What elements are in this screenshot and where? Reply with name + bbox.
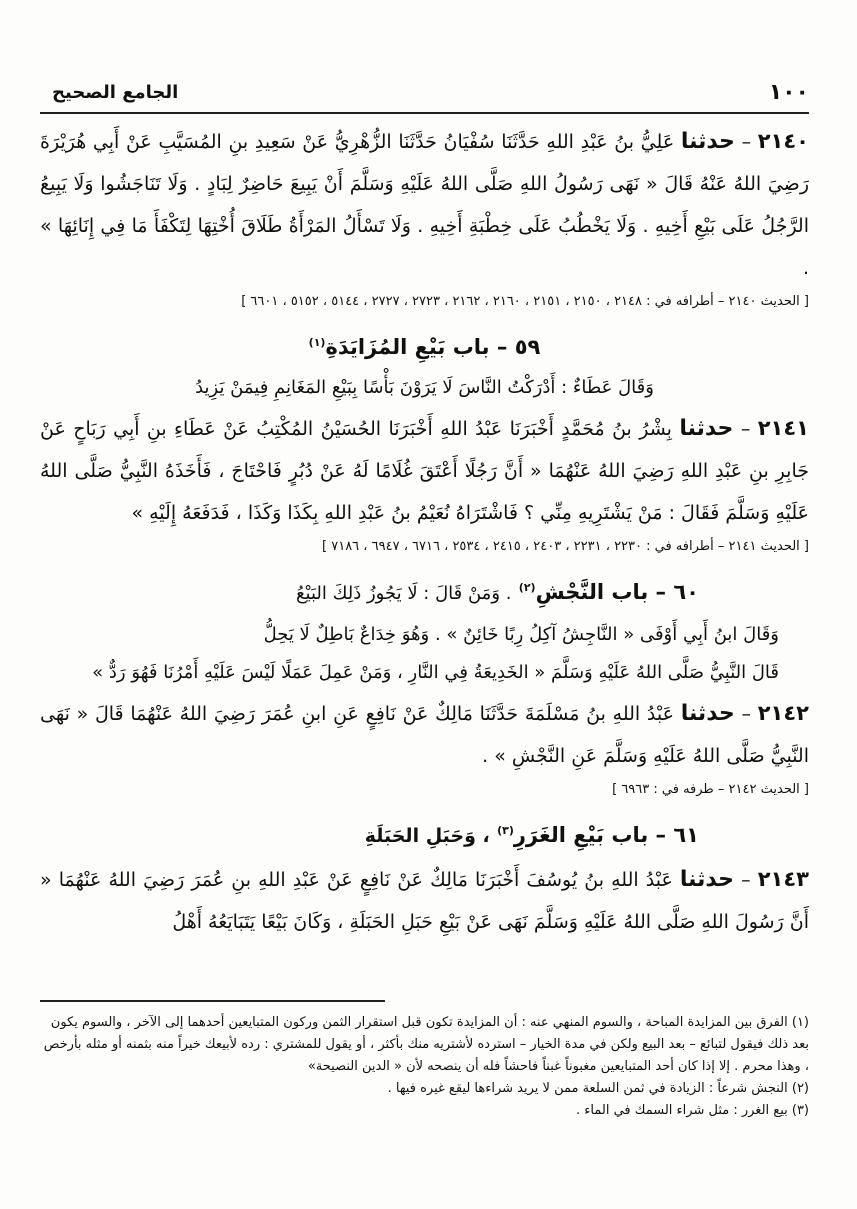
hadith-text: بِشْرُ بنُ مُحَمَّدٍ أَخْبَرَنَا عَبْدُ اللهِ أَخْبَرَنَا الحُسَيْنُ المُكْتِبُ عَنْ عَطَاءِ بنِ أَبِي رَبَاحٍ عَنْ جَابِرِ بنِ عَبْدِ اللهِ رَضِيَ اللهُ عَنْهُمَا « أَنَّ رَجُلًا أَعْتَقَ غُلَامًا لَهُ عَنْ دُبُرٍ فَاحْتَاجَ ، فَأَخَذَهُ النَّبِيُّ صَلَّى اللهُ عَلَيْهِ وَسَلَّمَ فَقَالَ : مَنْ يَشْتَرِيهِ مِنِّي ؟ فَاشْتَرَاهُ نُعَيْمُ بنُ عَبْدِ اللهِ بِكَذَا وَكَذَا ، فَدَفَعَهُ إِلَيْهِ » [40,418,809,524]
footnotes [40,1012,809,1122]
hadith-keyword: حدثنا [679,867,734,892]
bab-title-rest: . وَمَنْ قَالَ : لَا يَجُوزُ ذَلِكَ البَيْعُ [295,583,512,604]
hadith-number: ٢١٤١ [757,416,809,440]
footnote-mark: (٣) [497,824,514,837]
hadith-2142: ٢١٤٢ – حدثنا عَبْدُ اللهِ بنُ مَسْلَمَةَ حَدَّثَنَا مَالِكٌ عَنْ نَافِعٍ عَنِ ابنِ عُمَرَ رَضِيَ اللهُ عَنْهُمَا قَالَ « نَهَى النَّبِيُّ صَلَّى اللهُ عَلَيْهِ وَسَلَّمَ عَنِ النَّجْشِ » . [40,701,809,767]
hadith-2140: ٢١٤٠ – حدثنا عَلِيُّ بنُ عَبْدِ اللهِ حَدَّثَنَا سُفْيَانُ حَدَّثَنَا الزُّهْرِيُّ عَنْ سَعِيدِ بنِ المُسَيَّبِ عَنْ أَبِي هُرَيْرَةَ رَضِيَ اللهُ عَنْهُ قَالَ « نَهَى رَسُولُ اللهِ صَلَّى اللهُ عَلَيْهِ وَسَلَّمَ أَنْ يَبِيعَ حَاضِرٌ لِبَادٍ . وَلَا تَنَاجَشُوا وَلَا يَبِيعُ الرَّجُلُ عَلَى بَيْعِ أَخِيهِ . وَلَا يَخْطُبُ عَلَى خِطْبَةِ أَخِيهِ . وَلَا تَسْأَلُ المَرْأَةُ طَلَاقَ أُخْتِهَا لِتَكْفَأَ مَا فِي إِنَائِهَا » . [40,129,810,279]
bab-title-rest: ، وَحَبَلِ الحَبَلَةِ [364,825,490,847]
hadith-keyword: حدثنا [679,416,734,441]
hadith-text: عَبْدُ اللهِ بنُ مَسْلَمَةَ حَدَّثَنَا مَالِكٌ عَنْ نَافِعٍ عَنِ ابنِ عُمَرَ رَضِيَ اللهُ عَنْهُمَا قَالَ « نَهَى النَّبِيُّ صَلَّى اللهُ عَلَيْهِ وَسَلَّمَ عَنِ النَّجْشِ » . [40,703,809,767]
hadith-number: ٢١٤٢ [757,701,809,725]
footnote-mark: (١) [308,336,326,349]
hadith-text: عَلِيُّ بنُ عَبْدِ اللهِ حَدَّثَنَا سُفْيَانُ حَدَّثَنَا الزُّهْرِيُّ عَنْ سَعِيدِ بنِ المُسَيَّبِ عَنْ أَبِي هُرَيْرَةَ رَضِيَ اللهُ عَنْهُ قَالَ « نَهَى رَسُولُ اللهِ صَلَّى اللهُ عَلَيْهِ وَسَلَّمَ أَنْ يَبِيعَ حَاضِرٌ لِبَادٍ . وَلَا تَنَاجَشُوا وَلَا يَبِيعُ الرَّجُلُ عَلَى بَيْعِ أَخِيهِ . وَلَا يَخْطُبُ عَلَى خِطْبَةِ أَخِيهِ . وَلَا تَسْأَلُ المَرْأَةُ طَلَاقَ أُخْتِهَا لِتَكْفَأَ مَا فِي إِنَائِهَا » . [40,131,809,279]
hadith-number: ٢١٤٣ [757,867,809,891]
hadith-2141: ٢١٤١ – حدثنا بِشْرُ بنُ مُحَمَّدٍ أَخْبَرَنَا عَبْدُ اللهِ أَخْبَرَنَا الحُسَيْنُ المُكْتِبُ عَنْ عَطَاءِ بنِ أَبِي رَبَاحٍ عَنْ جَابِرِ بنِ عَبْدِ اللهِ رَضِيَ اللهُ عَنْهُمَا « أَنَّ رَجُلًا أَعْتَقَ غُلَامًا لَهُ عَنْ دُبُرٍ فَاحْتَاجَ ، فَأَخَذَهُ النَّبِيُّ صَلَّى اللهُ عَلَيْهِ وَسَلَّمَ فَقَالَ : مَنْ يَشْتَرِيهِ مِنِّي ؟ فَاشْتَرَاهُ نُعَيْمُ بنُ عَبْدِ اللهِ بِكَذَا وَكَذَا ، فَدَفَعَهُ إِلَيْهِ » [40,416,809,524]
bab-61-heading [40,811,809,856]
page-body [40,120,809,943]
footnote-mark: (٢) [518,581,536,594]
footnote-1: (١) الفرق بين المزايدة المباحة ، والسوم المنهي عنه : أن المزايدة تكون قبل استقرار الثمن وركون المتبايعين أحدهما إلى الآخر ، والسوم يكون بعد ذلك فيقول لتبائع – بعد البيع ولكن في مدة الخيار – استرده لأشتريه منك بأكثر ، أو يقول للمشتري : رده لأبيعك خيراً منه بثمنه أو مثله بأرخص ، وهذا محرم . إلا إذا كان أحد المتبايعين مغبوناً غبناً فاحشاً فله أن ينصحه لأن « الدين النصيحة» [43,1015,809,1074]
footnote-divider [40,1000,385,1002]
hadith-keyword: حدثنا [680,129,735,154]
hadith-2140-references: [ الحديث ٢١٤٠ – أطرافه في : ٢١٤٨ ، ٢١٥٠ ، ٢١٥١ ، ٢١٦٠ ، ٢١٦٢ ، ٢٧٢٣ ، ٢٧٢٧ ، ٥١٤٤ ، ٥١٥٢ ، ٦٦٠١ ] [241,294,809,309]
page-header [40,78,809,114]
bab-title: ٥٩ – باب بَيْعِ المُزَايَدَةِ [325,335,541,359]
bab-60-statement-1: وَقَالَ ابنُ أَبِي أَوْفَى « النَّاجِشُ آكِلُ رِبًا خَائِنٌ » . وَهُوَ خِدَاعٌ بَاطِلٌ لَا يَحِلُّ [263,624,779,645]
bab-59-statement: وَقَالَ عَطَاءٌ : أَدْرَكْتُ النَّاسَ لَا يَرَوْنَ بَأْسًا بِبَيْعِ المَغَانِمِ فِيمَنْ يَزِيدُ [195,377,654,398]
footnote-2: (٢) النجش شرعاً : الزيادة في ثمن السلعة ممن لا يريد شراءها ليقع غيره فيها . [387,1081,809,1096]
hadith-2142-references: [ الحديث ٢١٤٢ – طرفه في : ٦٩٦٣ ] [612,782,809,797]
bab-title: ٦٠ – باب النَّجْشِ [535,580,699,604]
book-title: الجامع الصحيح [52,82,179,103]
hadith-keyword: حدثنا [680,701,735,726]
hadith-2141-references: [ الحديث ٢١٤١ – أطرافه في : ٢٢٣٠ ، ٢٢٣١ ، ٢٤٠٣ ، ٢٤١٥ ، ٢٥٣٤ ، ٦٧١٦ ، ٦٩٤٧ ، ٧١٨٦ ] [322,539,809,554]
hadith-number: ٢١٤٠ [757,129,810,153]
bab-59-heading [40,323,809,367]
bab-60-heading [40,568,809,614]
bab-60-statement-2: قَالَ النَّبِيُّ صَلَّى اللهُ عَلَيْهِ وَسَلَّمَ « الخَدِيعَةُ فِي النَّارِ ، وَمَنْ عَمِلَ عَمَلًا لَيْسَ عَلَيْهِ أَمْرُنَا فَهُوَ رَدٌّ » [92,662,779,683]
footnote-3: (٣) بيع الغرر : مثل شراء السمك في الماء . [576,1103,809,1118]
page-number: ١٠٠ [768,80,809,105]
bab-title: ٦١ – باب بَيْعِ الغَرَرِ [513,823,699,847]
hadith-text: عَبْدُ اللهِ بنُ يُوسُفَ أَخْبَرَنَا مَالِكٌ عَنْ نَافِعٍ عَنْ عَبْدِ اللهِ بنِ عُمَرَ رَضِيَ اللهُ عَنْهُمَا « أَنَّ رَسُولَ اللهِ صَلَّى اللهُ عَلَيْهِ وَسَلَّمَ نَهَى عَنْ بَيْعِ حَبَلِ الحَبَلَةِ ، وَكَانَ بَيْعًا يَتَبَايَعُهُ أَهْلُ [40,869,809,933]
hadith-2143: ٢١٤٣ – حدثنا عَبْدُ اللهِ بنُ يُوسُفَ أَخْبَرَنَا مَالِكٌ عَنْ نَافِعٍ عَنْ عَبْدِ اللهِ بنِ عُمَرَ رَضِيَ اللهُ عَنْهُمَا « أَنَّ رَسُولَ اللهِ صَلَّى اللهُ عَلَيْهِ وَسَلَّمَ نَهَى عَنْ بَيْعِ حَبَلِ الحَبَلَةِ ، وَكَانَ بَيْعًا يَتَبَايَعُهُ أَهْلُ [40,867,809,933]
